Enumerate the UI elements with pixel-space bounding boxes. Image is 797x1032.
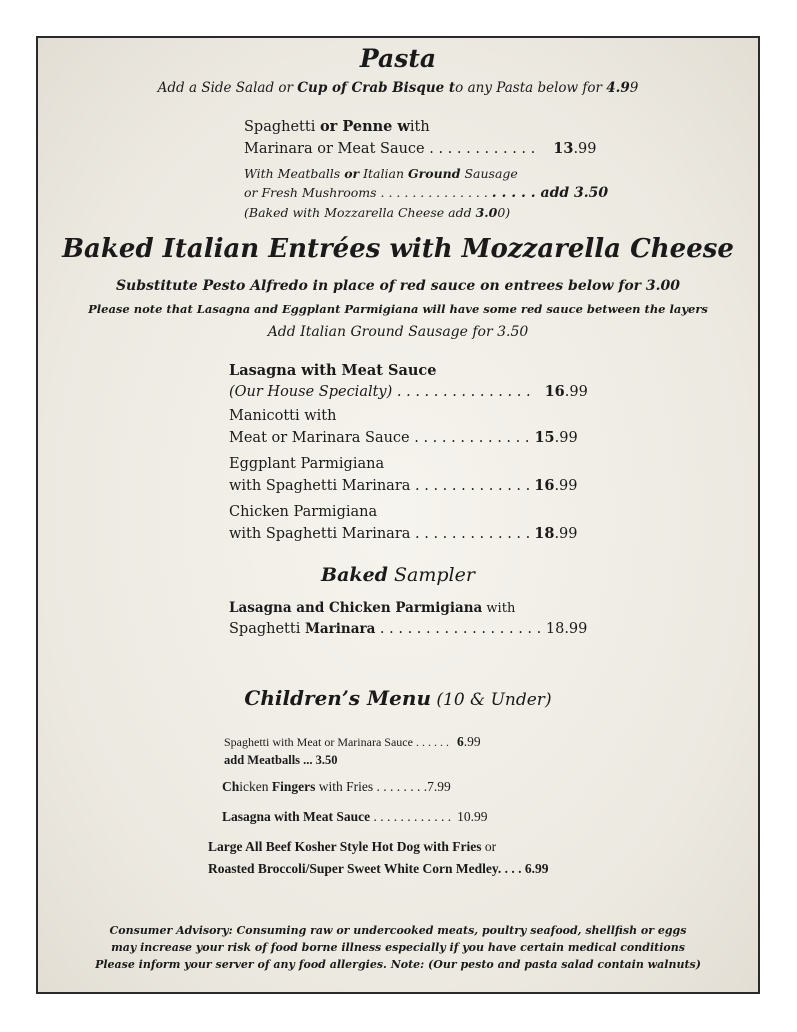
baked-item-manicotti: Manicotti with Meat or Marinara Sauce . . . . . . . . . . . . . 15.99: [229, 408, 578, 446]
childrens-menu-heading: Children’s Menu (10 & Under): [244, 686, 552, 710]
baked-item-eggplant: Eggplant Parmigiana with Spaghetti Marinara . . . . . . . . . . . . . 16.99: [229, 456, 578, 494]
kids-item-chicken-fingers: Chicken Fingers with Fries . . . . . . . .7.99: [222, 779, 451, 794]
sampler-heading: Baked Sampler: [321, 564, 475, 586]
pasta-addons: With Meatballs or Italian Ground Sausage or Fresh Mushrooms . . . . . . . . . . . . . . . . . . . add 3.50 (Baked with Mozzarella Cheese add 3.00): [244, 166, 609, 220]
kids-item-spaghetti: Spaghetti with Meat or Marinara Sauce . . . . . . 6.99 add Meatballs ... 3.50: [224, 734, 481, 767]
baked-note-pesto: Substitute Pesto Alfredo in place of red sauce on entrees below for 3.00: [115, 278, 681, 294]
sampler-item: Lasagna and Chicken Parmigiana with Spaghetti Marinara . . . . . . . . . . . . . . . . . . 18.99: [229, 600, 588, 637]
pasta-heading: Pasta: [359, 44, 437, 73]
baked-note-sausage: Add Italian Ground Sausage for 3.50: [267, 324, 529, 340]
pasta-side-note: Add a Side Salad or Cup of Crab Bisque to any Pasta below for 4.99: [157, 80, 639, 96]
menu-page: [36, 36, 760, 994]
kids-item-lasagna: Lasagna with Meat Sauce . . . . . . . . . . . . 10.99: [222, 809, 488, 824]
consumer-advisory: Consumer Advisory: Consuming raw or undercooked meats, poultry seafood, shellfish or eggs may increase your risk of food borne illness especially if you have certain medical conditions Please inform your server of any food allergies. Note: (Our pesto and pasta salad contain walnuts): [95, 924, 701, 971]
pasta-item-spaghetti: Spaghetti or Penne with Marinara or Meat Sauce . . . . . . . . . . . . 13.99: [244, 118, 597, 157]
kids-item-hot-dog: Large All Beef Kosher Style Hot Dog with Fries or Roasted Broccoli/Super Sweet White Corn Medley. . . . 6.99: [208, 839, 549, 876]
baked-entrees-heading: Baked Italian Entrées with Mozzarella Cheese: [62, 234, 734, 264]
baked-item-lasagna: Lasagna with Meat Sauce (Our House Specialty) . . . . . . . . . . . . . . . 16.99: [229, 362, 588, 400]
baked-note-red-sauce: Please note that Lasagna and Eggplant Parmigiana will have some red sauce between the layers: [88, 302, 708, 316]
baked-item-chicken: Chicken Parmigiana with Spaghetti Marinara . . . . . . . . . . . . . 18.99: [229, 504, 578, 542]
